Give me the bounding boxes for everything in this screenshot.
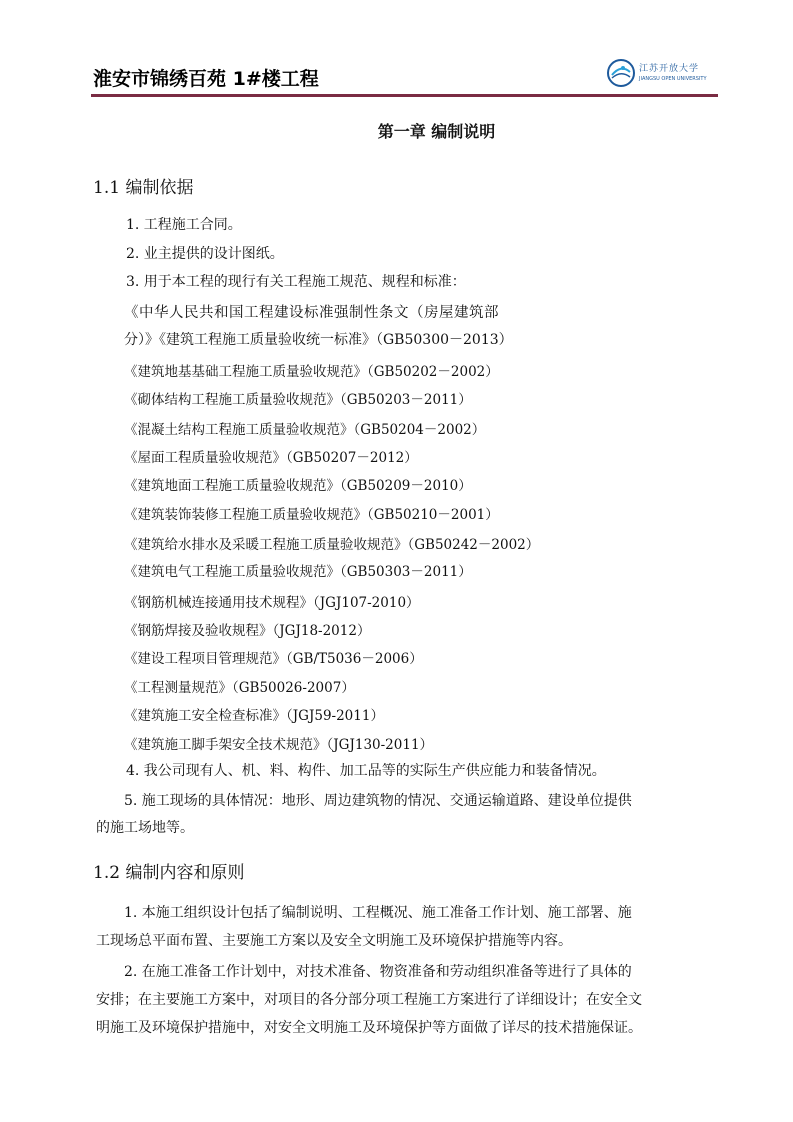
- reference-item: 《钢筋机械连接通用技术规程》（JGJ107-2010）: [124, 595, 420, 611]
- logo-emblem-icon: [606, 58, 636, 88]
- reference-item: 《混凝土结构工程施工质量验收规范》（GB50204－2002）: [124, 422, 486, 438]
- paragraph-line: 1. 本施工组织设计包括了编制说明、工程概况、施工准备工作计划、施工部署、施: [124, 905, 632, 921]
- paragraph-line: 安排；在主要施工方案中，对项目的各分部分项工程施工方案进行了详细设计；在安全文: [96, 992, 642, 1008]
- list-item: 4. 我公司现有人、机、料、构件、加工品等的实际生产供应能力和装备情况。: [126, 763, 606, 779]
- reference-item: 《钢筋焊接及验收规程》（JGJ18-2012）: [124, 623, 371, 639]
- list-item-continuation: 的施工场地等。: [96, 820, 194, 836]
- paragraph-line: 工现场总平面布置、主要施工方案以及安全文明施工及环境保护措施等内容。: [96, 933, 572, 949]
- reference-item: 《建筑装饰装修工程施工质量验收规范》（GB50210－2001）: [124, 507, 499, 523]
- reference-item: 《建设工程项目管理规范》（GB/T5036－2006）: [124, 651, 423, 667]
- list-item: 2. 业主提供的设计图纸。: [126, 246, 284, 262]
- list-item: 3. 用于本工程的现行有关工程施工规范、规程和标准：: [126, 274, 466, 290]
- project-title: 淮安市锦绣百苑 1#楼工程: [93, 68, 319, 90]
- reference-item: 《屋面工程质量验收规范》（GB50207－2012）: [124, 450, 418, 466]
- standard-line: 分）》《建筑工程施工质量验收统一标准》（GB50300－2013）: [124, 332, 513, 348]
- logo-english-name: JIANGSU OPEN UNIVERSITY: [639, 76, 707, 82]
- reference-item: 《建筑地面工程施工质量验收规范》（GB50209－2010）: [124, 478, 472, 494]
- reference-item: 《建筑给水排水及采暖工程施工质量验收规范》（GB50242－2002）: [124, 537, 540, 553]
- section-title: 1.2 编制内容和原则: [93, 863, 245, 883]
- section-title: 1.1 编制依据: [93, 178, 194, 198]
- reference-item: 《建筑施工脚手架安全技术规范》（JGJ130-2011）: [124, 737, 434, 753]
- paragraph-line: 明施工及环境保护措施中，对安全文明施工及环境保护等方面做了详尽的技术措施保证。: [96, 1020, 642, 1036]
- reference-item: 《工程测量规范》（GB50026-2007）: [124, 680, 355, 696]
- reference-item: 《建筑电气工程施工质量验收规范》（GB50303－2011）: [124, 564, 472, 580]
- standard-line: 《中华人民共和国工程建设标准强制性条文（房屋建筑部: [124, 305, 499, 321]
- university-logo: [606, 56, 716, 90]
- reference-item: 《砌体结构工程施工质量验收规范》（GB50203－2011）: [124, 392, 472, 408]
- reference-item: 《建筑地基基础工程施工质量验收规范》（GB50202－2002）: [124, 364, 499, 380]
- chapter-title: 第一章 编制说明: [377, 122, 496, 141]
- list-item: 1. 工程施工合同。: [126, 217, 242, 233]
- logo-chinese-name: 江苏开放大学: [639, 64, 700, 74]
- list-item: 5. 施工现场的具体情况：地形、周边建筑物的情况、交通运输道路、建设单位提供: [124, 793, 632, 809]
- paragraph-line: 2. 在施工准备工作计划中，对技术准备、物资准备和劳动组织准备等进行了具体的: [124, 964, 632, 980]
- reference-item: 《建筑施工安全检查标准》（JGJ59-2011）: [124, 708, 384, 724]
- header-divider: [91, 94, 718, 97]
